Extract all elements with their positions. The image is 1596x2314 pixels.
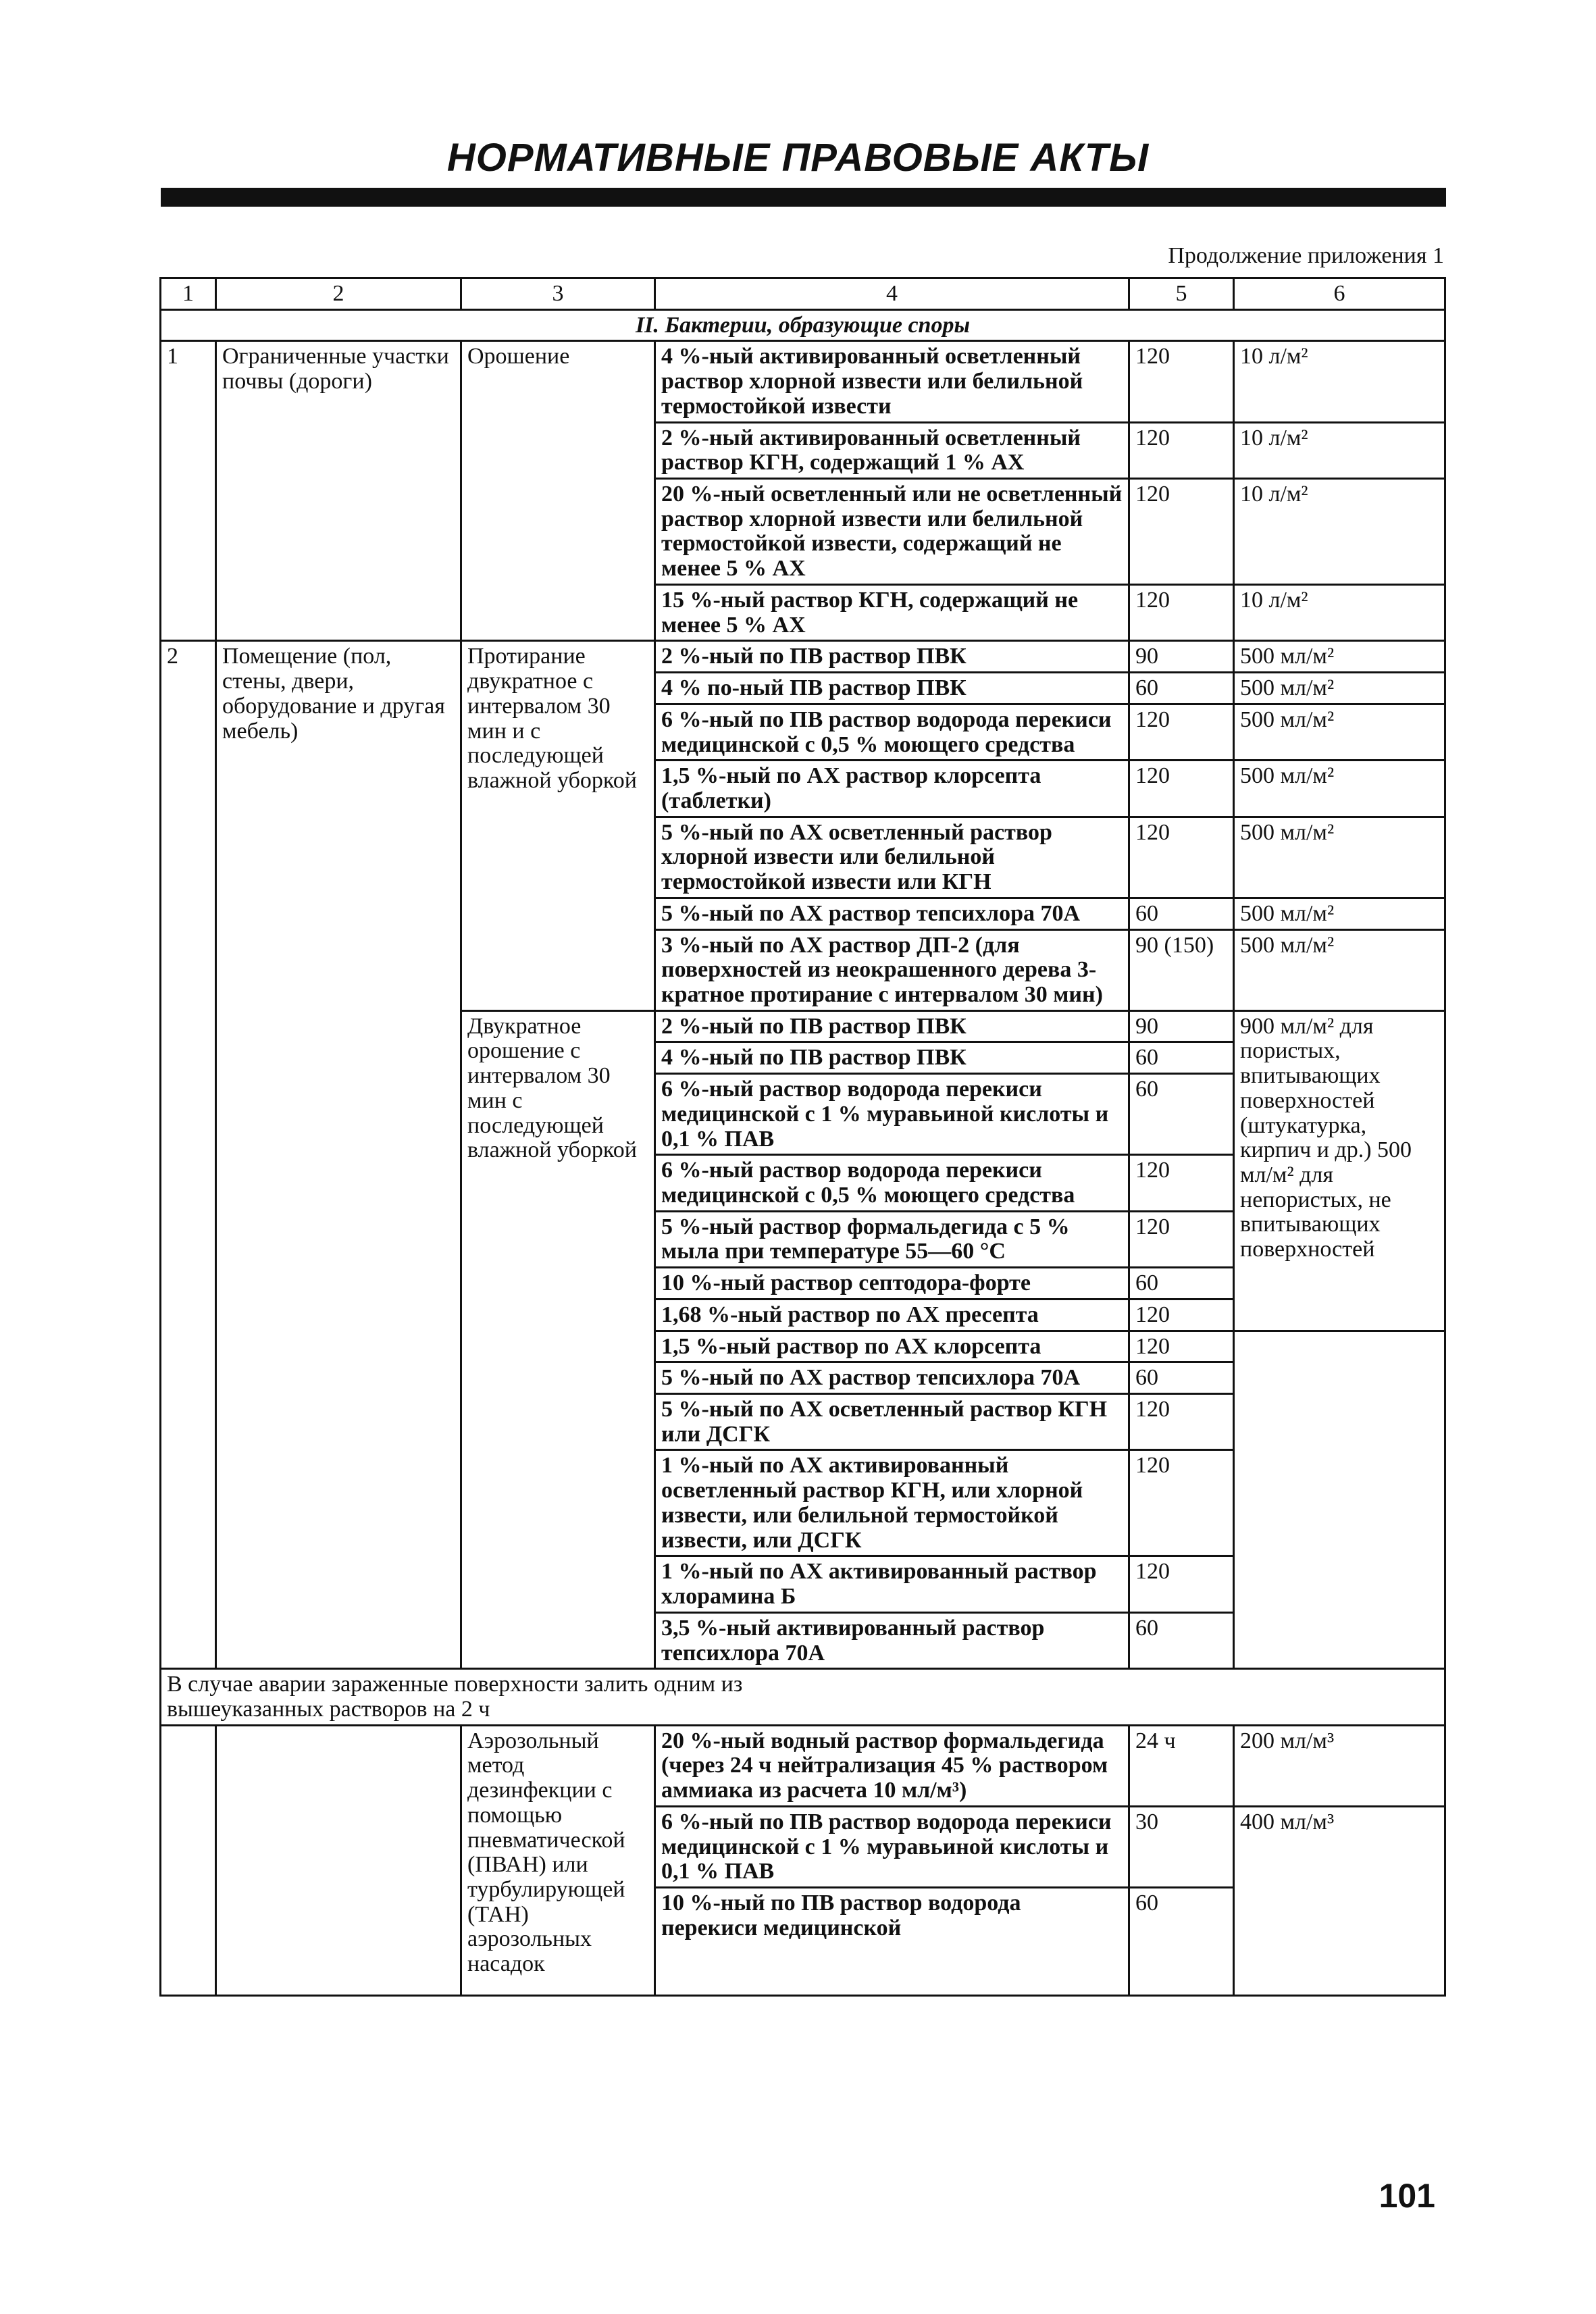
header-rule (161, 188, 1446, 207)
time-cell: 120 (1129, 422, 1234, 478)
agent-cell: 4 %-ный по ПВ раствор ПВК (655, 1042, 1129, 1074)
time-cell: 120 (1129, 761, 1234, 817)
agent-cell: 4 % по-ный ПВ раствор ПВК (655, 673, 1129, 704)
agent-cell: 5 %-ный по АХ раствор тепсихлора 70А (655, 898, 1129, 929)
time-cell: 60 (1129, 1362, 1234, 1394)
time-cell: 90 (1129, 641, 1234, 673)
page-header-title: НОРМАТИВНЫЕ ПРАВОВЫЕ АКТЫ (446, 136, 1150, 180)
norm-cell: 900 мл/м² для пористых, впитывающих поверхностей (штукатурка, кирпич и др.) 500 мл/м² для непористых, не впитывающих поверхностей (1234, 1010, 1445, 1331)
agent-cell: 5 %-ный по АХ раствор тепсихлора 70А (655, 1362, 1129, 1394)
norm-cell: 500 мл/м² (1234, 898, 1445, 929)
time-cell: 120 (1129, 1331, 1234, 1362)
norm-cell: 500 мл/м² (1234, 641, 1445, 673)
col-number: 1 (161, 278, 216, 310)
norm-cell: 10 л/м² (1234, 341, 1445, 422)
agent-cell: 3,5 %-ный активированный раствор тепсихлора 70А (655, 1612, 1129, 1668)
agent-cell: 6 %-ный по ПВ раствор водорода перекиси медицинской с 0,5 % моющего средства (655, 704, 1129, 760)
norm-cell: 500 мл/м² (1234, 673, 1445, 704)
accident-note-text: В случае аварии зараженные поверхности залить одним из вышеуказанных растворов на 2 ч (167, 1672, 743, 1722)
time-cell: 60 (1129, 898, 1234, 929)
col-number: 5 (1129, 278, 1234, 310)
agent-cell: 1 %-ный по АХ активированный раствор хлорамина Б (655, 1556, 1129, 1612)
section-row (161, 309, 1445, 341)
time-cell: 60 (1129, 1074, 1234, 1155)
time-cell: 120 (1129, 584, 1234, 640)
agent-cell: 2 %-ный по ПВ раствор ПВК (655, 641, 1129, 673)
agent-cell: 15 %-ный раствор КГН, содержащий не менее 5 % АХ (655, 584, 1129, 640)
norm-cell: 400 мл/м³ (1234, 1806, 1445, 1995)
time-cell: 60 (1129, 673, 1234, 704)
agent-cell: 3 %-ный по АХ раствор ДП-2 (для поверхностей из неокрашенного дерева 3-кратное протирание с интервалом 30 мин) (655, 929, 1129, 1010)
col-number: 2 (216, 278, 461, 310)
agent-cell: 6 %-ный раствор водорода перекиси медицинской с 1 % муравьиной кислоты и 0,1 % ПАВ (655, 1074, 1129, 1155)
agent-cell: 1,68 %-ный раствор по АХ пресепта (655, 1299, 1129, 1331)
norm-cell: 10 л/м² (1234, 422, 1445, 478)
row-number: 2 (161, 641, 216, 1669)
col-number: 3 (461, 278, 655, 310)
norm-cell: 10 л/м² (1234, 584, 1445, 640)
time-cell: 120 (1129, 1556, 1234, 1612)
time-cell: 120 (1129, 1211, 1234, 1267)
col-number: 4 (655, 278, 1129, 310)
time-cell: 120 (1129, 704, 1234, 760)
norm-cell: 200 мл/м³ (1234, 1725, 1445, 1806)
method-cell: Орошение (461, 341, 655, 641)
agent-cell: 5 %-ный раствор формальдегида с 5 % мыла при температуре 55—60 °С (655, 1211, 1129, 1267)
time-cell: 120 (1129, 1299, 1234, 1331)
method-cell: Аэрозольный метод дезинфекции с помощью пневматической (ПВАН) или турбулирующей (ТАН) аэрозольных насадок (461, 1725, 655, 1995)
agent-cell: 2 %-ный активированный осветленный раствор КГН, содержащий 1 % АХ (655, 422, 1129, 478)
norm-cell-empty (1234, 1331, 1445, 1669)
table-row (161, 341, 1445, 422)
object-cell: Помещение (пол, стены, двери, оборудование и другая мебель) (216, 641, 461, 1669)
agent-cell: 10 %-ный по ПВ раствор водорода перекиси медицинской (655, 1887, 1129, 1995)
agent-cell: 5 %-ный по АХ осветленный раствор хлорной извести или белильной термостойкой извести или КГН (655, 817, 1129, 898)
accident-note (161, 1669, 1445, 1725)
col-number: 6 (1234, 278, 1445, 310)
norm-cell: 500 мл/м² (1234, 929, 1445, 1010)
method-cell: Протирание двукратное с интервалом 30 мин и с последующей влажной уборкой (461, 641, 655, 1010)
time-cell: 120 (1129, 1155, 1234, 1211)
norm-cell: 500 мл/м² (1234, 817, 1445, 898)
time-cell: 120 (1129, 1394, 1234, 1450)
object-cell: Ограниченные участки почвы (дороги) (216, 341, 461, 641)
time-cell: 90 (1129, 1010, 1234, 1042)
time-cell: 60 (1129, 1268, 1234, 1300)
agent-cell: 2 %-ный по ПВ раствор ПВК (655, 1010, 1129, 1042)
row-number: 1 (161, 341, 216, 641)
section-title: II. Бактерии, образующие споры (161, 309, 1445, 341)
norm-cell: 10 л/м² (1234, 479, 1445, 585)
agent-cell: 1 %-ный по АХ активированный осветленный раствор КГН, или хлорной извести, или белильной термостойкой извести, или ДСГК (655, 1450, 1129, 1556)
agent-cell: 6 %-ный по ПВ раствор водорода перекиси медицинской с 1 % муравьиной кислоты и 0,1 % ПАВ (655, 1806, 1129, 1887)
norm-cell: 500 мл/м² (1234, 704, 1445, 760)
time-cell: 120 (1129, 341, 1234, 422)
norm-cell: 500 мл/м² (1234, 761, 1445, 817)
note-row (161, 1669, 1445, 1725)
time-cell: 24 ч (1129, 1725, 1234, 1806)
method-cell: Двукратное орошение с интервалом 30 мин с последующей влажной уборкой (461, 1010, 655, 1669)
time-cell: 60 (1129, 1887, 1234, 1995)
time-cell: 120 (1129, 479, 1234, 585)
continuation-label: Продолжение приложения 1 (1168, 243, 1444, 268)
disinfection-table (159, 277, 1446, 1997)
time-cell: 30 (1129, 1806, 1234, 1887)
row-number-empty (161, 1725, 216, 1995)
object-cell-empty (216, 1725, 461, 1995)
time-cell: 90 (150) (1129, 929, 1234, 1010)
agent-cell: 1,5 %-ный раствор по АХ клорсепта (655, 1331, 1129, 1362)
agent-cell: 4 %-ный активированный осветленный раствор хлорной извести или белильной термостойкой извести (655, 341, 1129, 422)
agent-cell: 6 %-ный раствор водорода перекиси медицинской с 0,5 % моющего средства (655, 1155, 1129, 1211)
agent-cell: 1,5 %-ный по АХ раствор клорсепта (таблетки) (655, 761, 1129, 817)
agent-cell: 20 %-ный осветленный или не осветленный раствор хлорной извести или белильной термостойкой извести, содержащий не менее 5 % АХ (655, 479, 1129, 585)
column-number-row (161, 278, 1445, 310)
time-cell: 120 (1129, 817, 1234, 898)
table-row (161, 1725, 1445, 1806)
time-cell: 60 (1129, 1612, 1234, 1668)
agent-cell: 20 %-ный водный раствор формальдегида (через 24 ч нейтрализация 45 % раствором аммиака из расчета 10 мл/м³) (655, 1725, 1129, 1806)
table-row (161, 641, 1445, 673)
time-cell: 120 (1129, 1450, 1234, 1556)
page-number: 101 (1379, 2177, 1435, 2215)
agent-cell: 5 %-ный по АХ осветленный раствор КГН или ДСГК (655, 1394, 1129, 1450)
time-cell: 60 (1129, 1042, 1234, 1074)
agent-cell: 10 %-ный раствор септодора-форте (655, 1268, 1129, 1300)
